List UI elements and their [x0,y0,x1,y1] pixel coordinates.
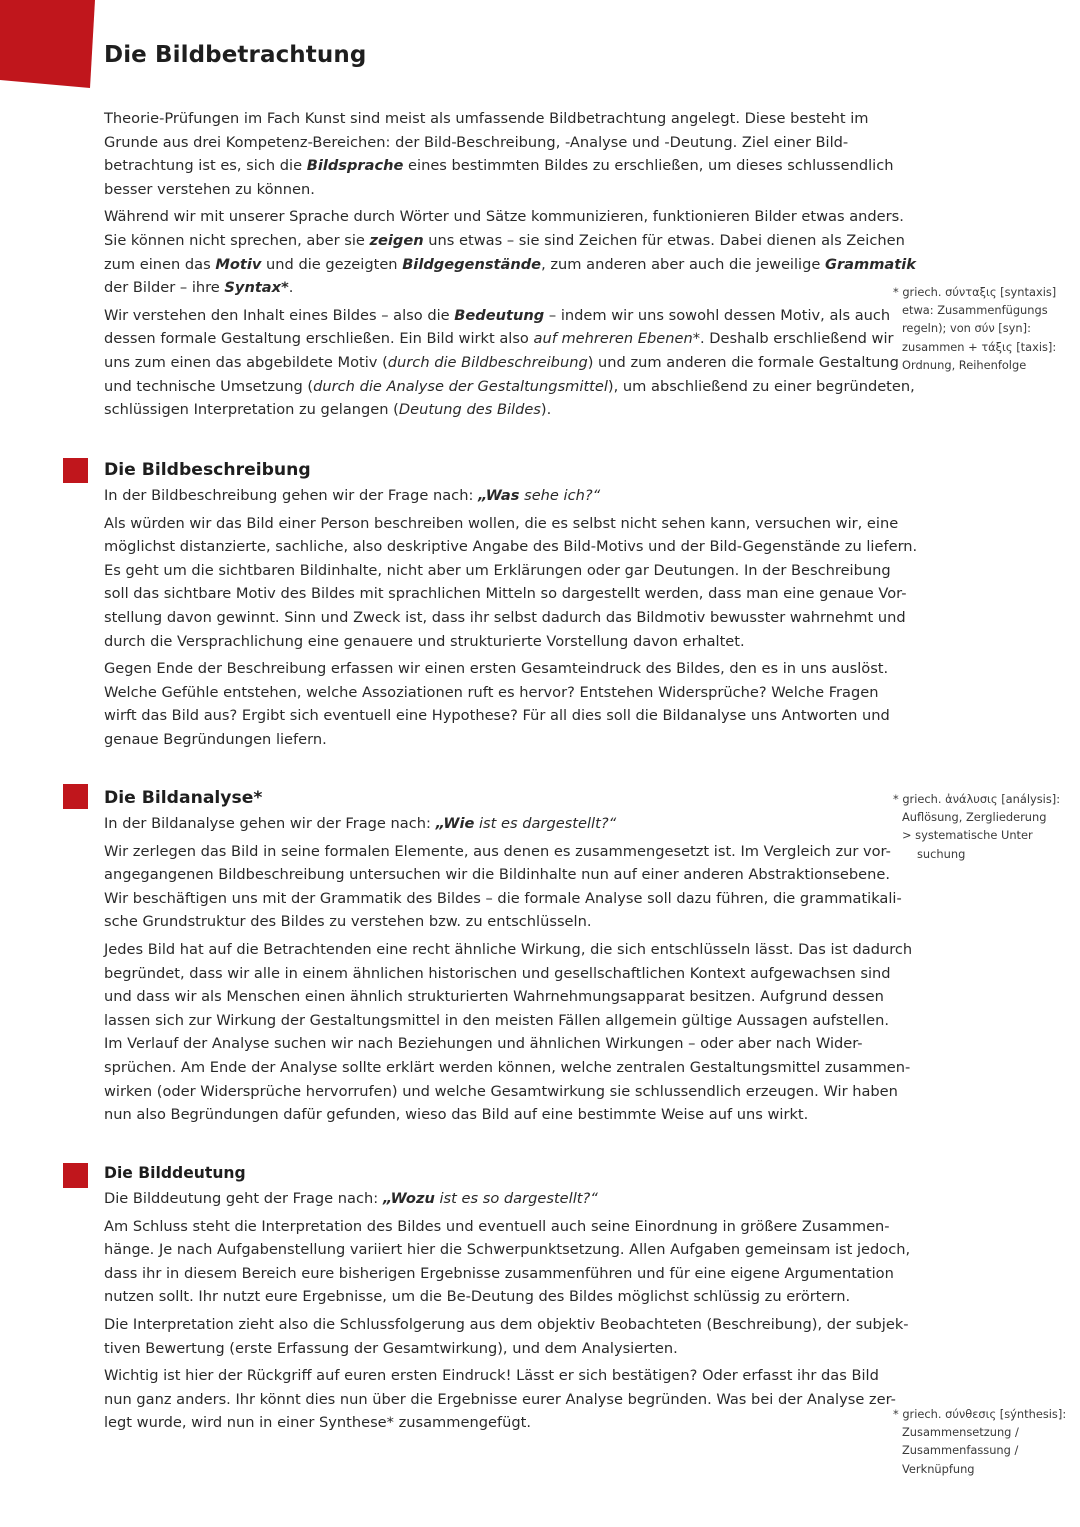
section-marker-analyse [63,784,88,809]
text-line: genaue Begründungen liefern. [104,730,327,748]
margin-note-analyse [893,790,1075,863]
section-question: Die Bilddeutung geht der Frage nach: „Wozu ist es so dargestellt?“ [104,1190,598,1207]
margin-note-syntax [893,283,1075,374]
text-line: Es geht um die sichtbaren Bildinhalte, nicht aber um Erklärungen oder gar Deutungen. In der Beschreibung [104,561,891,579]
text-line: legt wurde, wird nun in einer Synthese* zusammengefügt. [104,1414,531,1432]
text-line: Wir beschäftigen uns mit der Grammatik des Bildes – die formale Analyse soll dazu führen, die grammatikali- [104,889,902,907]
text-line: Welche Gefühle entstehen, welche Assoziationen ruft es hervor? Entstehen Widersprüche? Welche Fragen [104,683,879,701]
text-line: Grunde aus drei Kompetenz-Bereichen: der Bild-Beschreibung, -Analyse und -Deutung. Ziel einer Bild- [104,133,849,151]
text-line: nutzen sollt. Ihr nutzt eure Ergebnisse, um die Be-Deutung des Bildes möglichst schlüssig zu erörtern. [104,1288,851,1306]
keyword-bildsprache: Bildsprache [306,157,404,175]
keyword-bedeutung: Bedeutung [454,306,545,324]
keyword-bildgegenstaende: Bildgegenstände [402,255,542,273]
text-line: Während wir mit unserer Sprache durch Wörter und Sätze kommunizieren, funktionieren Bilder etwas anders. [104,208,904,226]
section-heading: Die Bildbeschreibung [104,460,311,480]
section-heading: Die Bildanalyse* [104,788,263,808]
section-marker-deutung [63,1163,88,1188]
emphasis-analyse: durch die Analyse der Gestaltungsmittel [313,377,608,395]
margin-note-synthese [893,1405,1075,1478]
note-line: etwa: Zusammenfügungs [902,303,1048,318]
text-line: sche Grundstruktur des Bildes zu verstehen bzw. zu entschlüsseln. [104,913,592,931]
keyword-grammatik: Grammatik [824,255,916,273]
text-line: begründet, dass wir alle in einem ähnlichen historischen und gesellschaftlichen Kontext aufgewachsen sind [104,964,891,982]
note-line: Zusammensetzung / [902,1425,1019,1440]
section-question: In der Bildbeschreibung gehen wir der Frage nach: „Was sehe ich?“ [104,487,601,504]
intro-paragraph-3 [104,304,915,422]
text-line: uns zum einen das abgebildete Motiv (durch die Bildbeschreibung) und zum anderen die formale Gestaltung [104,353,899,371]
note-line: * griech. ἀνάλυσις [análysis]: [893,792,1061,806]
section-question: In der Bildanalyse gehen wir der Frage nach: „Wie ist es dargestellt?“ [104,815,617,832]
note-line: suchung [917,846,966,861]
text-line: durch die Versprachlichung eine genauere und strukturierte Vorstellung davon erhaltet. [104,632,745,650]
text-line: nun ganz anders. Ihr könnt dies nun über die Ergebnisse eurer Analyse begründen. Was bei der Analyse zer- [104,1390,896,1408]
text-line: Als würden wir das Bild einer Person beschreiben wollen, die es selbst nicht sehen kann, versuchen wir, eine [104,514,899,532]
text-line: besser verstehen zu können. [104,180,315,198]
section-marker-beschreibung [63,458,88,483]
section-bildanalyse [104,786,913,1131]
text-line: hänge. Je nach Aufgabenstellung variiert hier die Schwerpunktsetzung. Allen Aufgaben gemeinsam ist jedoch, [104,1241,911,1259]
note-line: Auflösung, Zergliederung [902,810,1047,825]
keyword-zeigen: zeigen [369,231,424,249]
text-line: Am Schluss steht die Interpretation des Bildes und eventuell auch seine Einordnung in größere Zusammen- [104,1217,890,1235]
corner-accent-shape [0,0,95,88]
note-line: Ordnung, Reihenfolge [902,357,1027,372]
text-line: Wichtig ist hier der Rückgriff auf euren ersten Eindruck! Lässt er sich bestätigen? Oder erfasst ihr das Bild [104,1367,879,1385]
text-line: Wir zerlegen das Bild in seine formalen Elemente, aus denen es zusammengesetzt ist. Im Vergleich zur vor- [104,842,891,860]
keyword-motiv: Motiv [215,255,262,273]
text-line: nun also Begründungen dafür gefunden, wieso das Bild auf eine bestimmte Weise auf uns wirkt. [104,1106,809,1124]
text-line: Wir verstehen den Inhalt eines Bildes – also die Bedeutung – indem wir uns sowohl dessen Motiv, als auch [104,306,891,324]
text-line: schlüssigen Interpretation zu gelangen (Deutung des Bildes). [104,401,552,419]
intro-paragraph-2 [104,205,916,299]
text-line: Die Interpretation zieht also die Schlussfolgerung aus dem objektiv Beobachteten (Beschreibung), der subjek- [104,1315,909,1333]
section-bildbeschreibung [104,458,918,756]
note-line: Zusammenfassung / [902,1443,1019,1458]
text-line: der Bilder – ihre Syntax*. [104,279,294,297]
emphasis-ebenen: auf mehreren Ebenen [533,330,693,348]
text-line: lassen sich zur Wirkung der Gestaltungsmittel in den meisten Fällen allgemein gültige Aussagen aufstellen. [104,1011,889,1029]
intro-text [104,107,916,426]
note-line: > systematische Unter [902,828,1033,843]
intro-paragraph-1 [104,107,894,201]
text-line: und technische Umsetzung (durch die Analyse der Gestaltungsmittel), um abschließend zu einer begründeten, [104,377,915,395]
note-line: Verknüpfung [902,1461,975,1476]
text-line: dass ihr in diesem Bereich eure bisherigen Ergebnisse zusammenführen und für eine eigene Argumentation [104,1264,894,1282]
note-line: * griech. σύνταξις [syntaxis] [893,285,1057,299]
emphasis-deutung: Deutung des Bildes [398,401,541,419]
emphasis-bildbeschreibung: durch die Bildbeschreibung [387,353,588,371]
note-line: regeln); von σύν [syn]: [902,321,1031,336]
paragraph [104,512,918,654]
paragraph [104,938,913,1127]
text-line: tiven Bewertung (erste Erfassung der Gesamtwirkung), und dem Analysierten. [104,1339,678,1357]
text-line: betrachtung ist es, sich die Bildsprache eines bestimmten Bildes zu erschließen, um dieses schlussendlich [104,157,894,175]
section-heading: Die Bilddeutung [104,1164,246,1182]
text-line: wirft das Bild aus? Ergibt sich eventuell eine Hypothese? Für all dies soll die Bildanalyse uns Antworten und [104,707,890,725]
text-line: angegangenen Bildbeschreibung untersuchen wir die Bildinhalte nun auf einer anderen Abstraktionsebene. [104,866,891,884]
paragraph [104,657,890,751]
text-line: Im Verlauf der Analyse suchen wir nach Beziehungen und ähnlichen Wirkungen – oder aber nach Wider- [104,1035,863,1053]
question-keyword: Was [485,487,520,504]
paragraph [104,840,902,934]
paragraph [104,1313,909,1360]
text-line: zum einen das Motiv und die gezeigten Bildgegenstände, zum anderen aber auch die jeweilige Grammatik [104,255,916,273]
text-line: und dass wir als Menschen einen ähnlich strukturierten Wahrnehmungsapparat besitzen. Aufgrund dessen [104,988,884,1006]
text-line: Jedes Bild hat auf die Betrachtenden eine recht ähnliche Wirkung, die sich entschlüsseln lässt. Das ist dadurch [104,940,913,958]
text-line: möglichst distanzierte, sachliche, also deskriptive Angabe des Bild-Motivs und der Bild-Gegenstände zu liefern. [104,538,918,556]
paragraph [104,1364,896,1435]
keyword-syntax: Syntax* [224,279,289,297]
question-keyword: Wie [443,815,475,832]
question-keyword: Wozu [390,1190,435,1207]
note-line: zusammen + τάξις [taxis]: [902,339,1057,354]
text-line: dessen formale Gestaltung erschließen. Ein Bild wirkt also auf mehreren Ebenen*. Deshalb erschließend wir [104,330,894,348]
note-line: * griech. σύνθεσις [sýnthesis]: [893,1407,1067,1421]
text-line: Theorie-Prüfungen im Fach Kunst sind meist als umfassende Bildbetrachtung angelegt. Diese besteht im [104,110,869,127]
page-title: Die Bildbetrachtung [104,42,367,68]
text-line: Sie können nicht sprechen, aber sie zeigen uns etwas – sie sind Zeichen für etwas. Dabei dienen als Zeichen [104,231,905,249]
text-line: sprüchen. Am Ende der Analyse sollte erklärt werden können, welche zentralen Gestaltungsmittel zusammen- [104,1058,911,1076]
text-line: stellung davon gewinnt. Sinn und Zweck ist, dass ihr selbst dadurch das Bildmotiv bewusster wahrnehmt und [104,608,906,626]
section-bilddeutung [104,1161,911,1439]
text-line: soll das sichtbare Motiv des Bildes mit sprachlichen Mitteln so dargestellt werden, dass man eine genaue Vor- [104,585,907,603]
text-line: wirken (oder Widersprüche hervorrufen) und welche Gesamtwirkung sie schlussendlich erzeugen. Wir haben [104,1082,898,1100]
paragraph [104,1215,911,1309]
text-line: Gegen Ende der Beschreibung erfassen wir einen ersten Gesamteindruck des Bildes, den es in uns auslöst. [104,660,889,678]
